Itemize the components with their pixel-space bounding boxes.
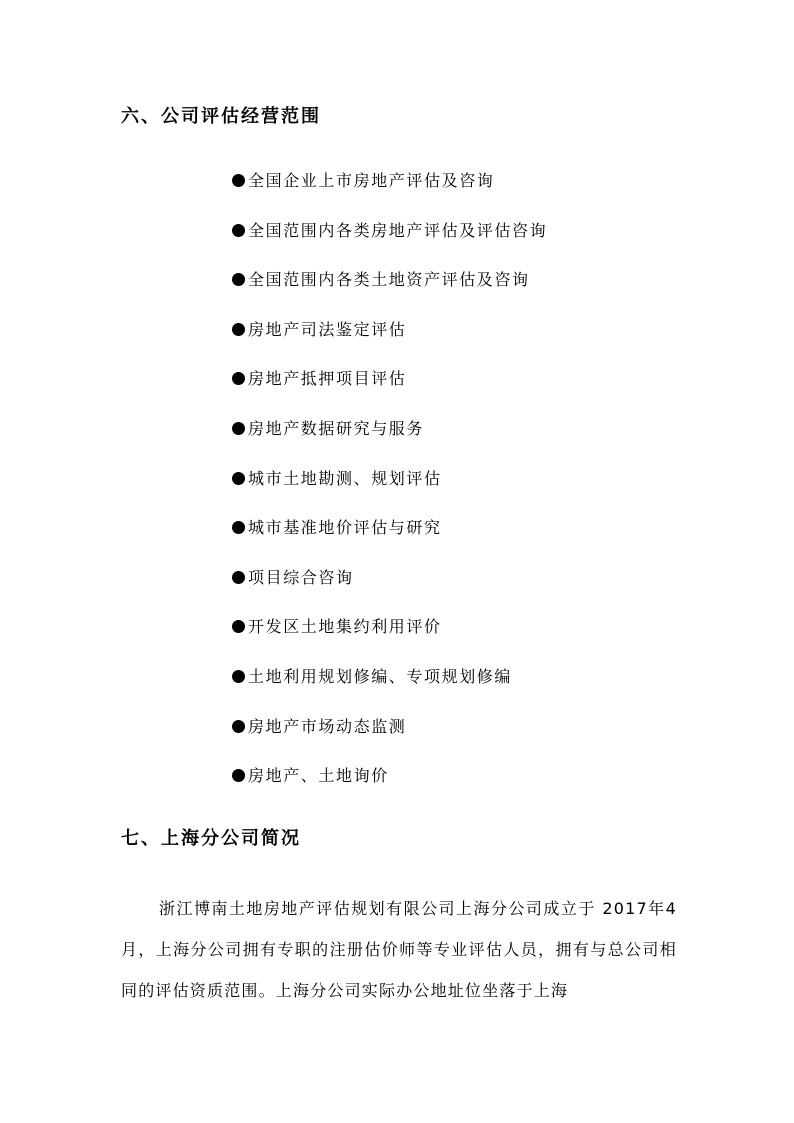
list-item: [232, 219, 547, 269]
list-item: [232, 417, 547, 467]
list-item-text: 房地产抵押项目评估: [248, 369, 407, 389]
bullet-icon: [232, 670, 245, 683]
bullet-icon: [232, 720, 245, 733]
list-item-text: 城市土地勘测、规划评估: [248, 468, 442, 488]
list-item-text: 房地产市场动态监测: [248, 716, 407, 736]
list-item: [232, 516, 547, 566]
list-item: [232, 764, 547, 814]
bullet-icon: [232, 224, 245, 237]
list-item: [232, 268, 547, 318]
list-item-text: 房地产数据研究与服务: [248, 418, 425, 438]
list-item: [232, 367, 547, 417]
list-item-text: 全国范围内各类房地产评估及评估咨询: [248, 220, 548, 240]
bullet-icon: [232, 521, 245, 534]
list-item: [232, 715, 547, 765]
list-item: [232, 169, 547, 219]
bullet-icon: [232, 323, 245, 336]
list-item: [232, 318, 547, 368]
list-item-text: 城市基准地价评估与研究: [248, 518, 442, 538]
bullet-icon: [232, 372, 245, 385]
list-item: [232, 615, 547, 665]
list-item-text: 土地利用规划修编、专项规划修编: [248, 666, 513, 686]
section-heading-shanghai-branch: 七、上海分公司简况: [121, 828, 301, 849]
bullet-icon: [232, 273, 245, 286]
business-scope-list: [232, 169, 547, 814]
list-item: [232, 665, 547, 715]
list-item-text: 项目综合咨询: [248, 567, 354, 587]
list-item-text: 开发区土地集约利用评价: [248, 617, 442, 637]
bullet-icon: [232, 174, 245, 187]
shanghai-branch-paragraph: 浙江博南土地房地产评估规划有限公司上海分公司成立于 2017年4月，上海分公司拥有专职的注册估价师等专业评估人员，拥有与总公司相同的评估资质范围。上海分公司实际办公地址位坐落于上海: [121, 899, 677, 1000]
bullet-icon: [232, 620, 245, 633]
list-item-text: 全国范围内各类土地资产评估及咨询: [248, 270, 530, 290]
bullet-icon: [232, 571, 245, 584]
list-item-text: 房地产司法鉴定评估: [248, 319, 407, 339]
section-heading-business-scope: 六、公司评估经营范围: [121, 106, 321, 127]
bullet-icon: [232, 769, 245, 782]
list-item-text: 房地产、土地询价: [248, 766, 389, 786]
list-item: [232, 566, 547, 616]
bullet-icon: [232, 422, 245, 435]
bullet-icon: [232, 472, 245, 485]
list-item-text: 全国企业上市房地产评估及咨询: [248, 171, 495, 190]
list-item: [232, 467, 547, 517]
